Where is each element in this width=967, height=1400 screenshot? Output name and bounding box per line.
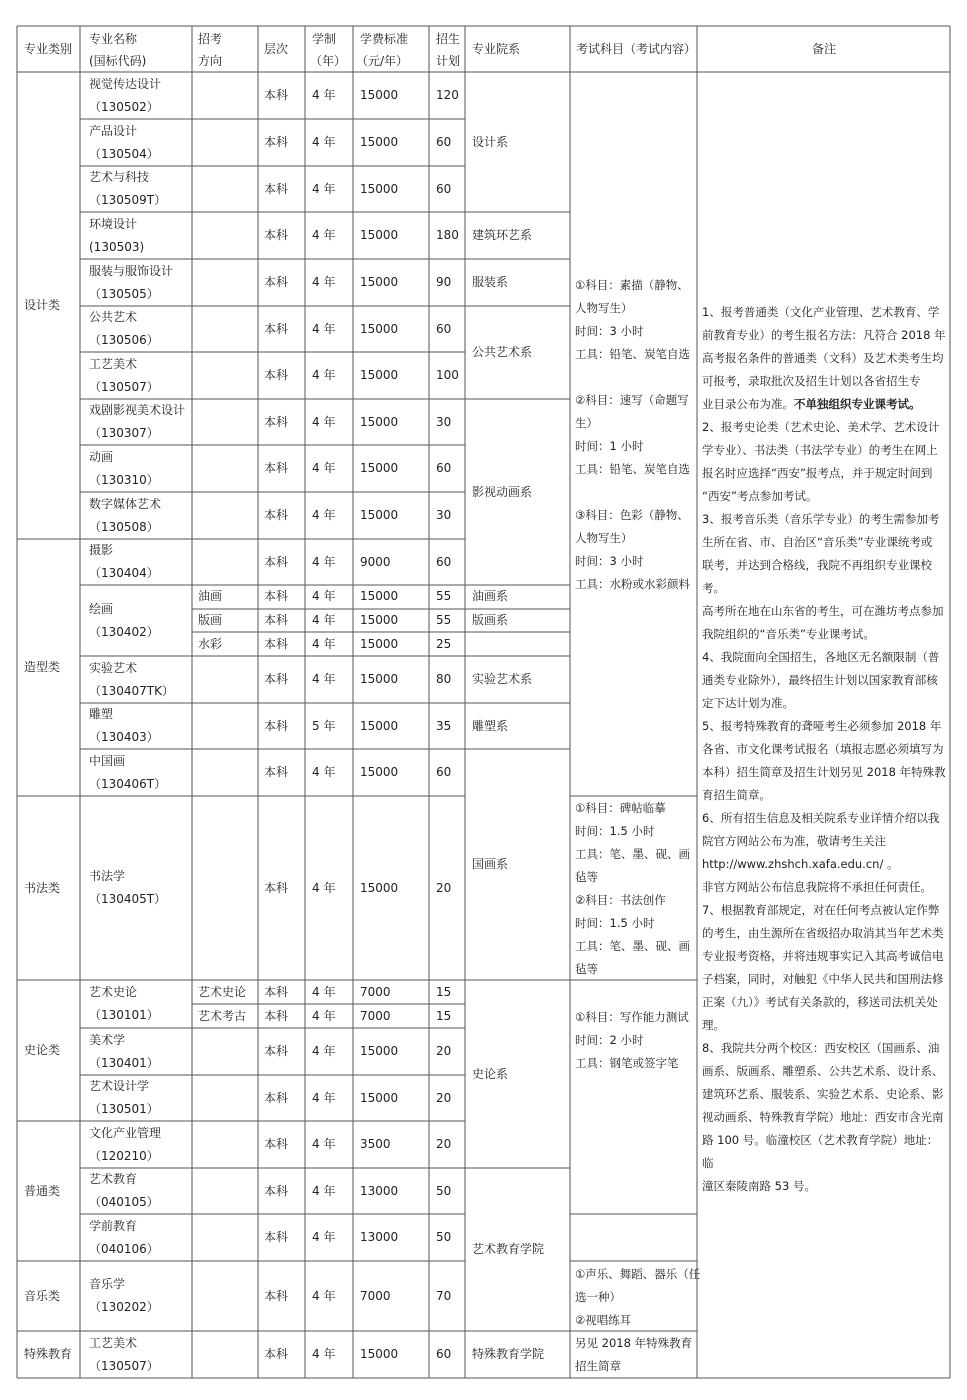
tuition: 15000 bbox=[360, 1347, 399, 1361]
major-name: 工艺美术 bbox=[89, 356, 138, 371]
department: 实验艺术系 bbox=[472, 672, 533, 686]
tuition: 15000 bbox=[360, 880, 399, 895]
level: 本科 bbox=[264, 1347, 289, 1361]
major-code: （040106） bbox=[89, 1241, 159, 1256]
level: 本科 bbox=[264, 1137, 289, 1151]
quota: 25 bbox=[436, 636, 452, 651]
tuition: 15000 bbox=[360, 461, 399, 475]
major-code: （130307） bbox=[89, 426, 159, 440]
major-code: （130402） bbox=[89, 624, 159, 639]
department: 史论系 bbox=[472, 1066, 509, 1081]
major-code: （040105） bbox=[89, 1195, 159, 1209]
quota: 60 bbox=[436, 1347, 452, 1361]
quota: 20 bbox=[436, 1090, 452, 1105]
header-notes: 备注 bbox=[812, 42, 837, 56]
duration: 4 年 bbox=[312, 1288, 336, 1303]
duration: 4 年 bbox=[312, 636, 336, 651]
major-code: （130502） bbox=[89, 99, 159, 114]
quota: 20 bbox=[436, 880, 452, 895]
major-code: （130202） bbox=[89, 1300, 159, 1314]
major-name: 艺术史论 bbox=[89, 985, 138, 999]
quota: 60 bbox=[436, 554, 452, 569]
duration: 4 年 bbox=[312, 181, 336, 196]
department: 设计系 bbox=[472, 134, 509, 149]
major-code: （130407TK） bbox=[89, 683, 175, 698]
major-code: （130506） bbox=[89, 333, 159, 347]
major-name: 美术学 bbox=[89, 1032, 126, 1047]
major-name: 实验艺术 bbox=[89, 660, 138, 675]
major-code: （130509T） bbox=[89, 193, 167, 207]
department: 油画系 bbox=[472, 589, 509, 604]
major-code: （130501） bbox=[89, 1102, 159, 1116]
department: 国画系 bbox=[472, 857, 509, 871]
quota: 55 bbox=[436, 589, 452, 604]
tuition: 13000 bbox=[360, 1230, 399, 1244]
tuition: 3500 bbox=[360, 1137, 391, 1151]
category: 设计类 bbox=[24, 298, 61, 312]
tuition: 15000 bbox=[360, 636, 399, 651]
quota: 80 bbox=[436, 672, 452, 686]
header-major-code: (国标代码) bbox=[89, 54, 147, 68]
category: 书法类 bbox=[24, 880, 61, 895]
major-name: 摄影 bbox=[89, 543, 114, 557]
tuition: 13000 bbox=[360, 1183, 399, 1198]
level: 本科 bbox=[264, 181, 289, 196]
quota: 20 bbox=[436, 1044, 452, 1058]
tuition: 15000 bbox=[360, 135, 399, 149]
direction: 版画 bbox=[198, 613, 223, 627]
tuition: 15000 bbox=[360, 181, 399, 196]
level: 本科 bbox=[264, 508, 289, 522]
level: 本科 bbox=[264, 718, 289, 733]
tuition: 15000 bbox=[360, 88, 399, 102]
major-name: 动画 bbox=[89, 449, 114, 464]
tuition: 15000 bbox=[360, 718, 399, 733]
level: 本科 bbox=[264, 461, 289, 475]
level: 本科 bbox=[264, 984, 289, 999]
level: 本科 bbox=[264, 414, 289, 429]
major-name: 音乐学 bbox=[89, 1277, 126, 1291]
duration: 4 年 bbox=[312, 984, 336, 999]
category: 特殊教育 bbox=[24, 1347, 73, 1361]
major-code: （130401） bbox=[89, 1055, 159, 1070]
level: 本科 bbox=[264, 554, 289, 569]
major-code: （130405T） bbox=[89, 892, 167, 906]
major-name: 艺术教育 bbox=[89, 1172, 138, 1186]
level: 本科 bbox=[264, 275, 289, 289]
department: 影视动画系 bbox=[472, 484, 533, 499]
department: 服装系 bbox=[472, 275, 509, 289]
tuition: 15000 bbox=[360, 414, 399, 429]
quota: 60 bbox=[436, 321, 452, 336]
tuition: 15000 bbox=[360, 1090, 399, 1105]
category: 史论类 bbox=[24, 1043, 61, 1057]
level: 本科 bbox=[264, 1090, 289, 1105]
major-code: （130310） bbox=[89, 472, 159, 487]
tuition: 15000 bbox=[360, 613, 399, 627]
tuition: 15000 bbox=[360, 1044, 399, 1058]
department: 特殊教育学院 bbox=[472, 1347, 545, 1361]
notes-p1-bold: 不单独组织专业课考试。 bbox=[794, 397, 921, 411]
header-quota-2: 计划 bbox=[436, 54, 461, 68]
level: 本科 bbox=[264, 636, 289, 651]
major-name: 数字媒体艺术 bbox=[89, 496, 162, 511]
quota: 60 bbox=[436, 461, 452, 475]
major-name: 艺术设计学 bbox=[89, 1079, 150, 1093]
duration: 4 年 bbox=[312, 554, 336, 569]
duration: 4 年 bbox=[312, 1044, 336, 1058]
quota: 60 bbox=[436, 181, 452, 196]
header-tuition: 学费标准 bbox=[360, 32, 409, 46]
direction: 油画 bbox=[198, 589, 223, 604]
quota: 15 bbox=[436, 984, 452, 999]
quota: 100 bbox=[436, 368, 459, 382]
header-direction: 招考 bbox=[198, 32, 223, 46]
duration: 4 年 bbox=[312, 672, 336, 686]
tuition: 15000 bbox=[360, 228, 399, 242]
header-duration-unit: （年） bbox=[310, 54, 347, 68]
duration: 4 年 bbox=[312, 1137, 336, 1151]
quota: 15 bbox=[436, 1008, 452, 1023]
major-code: （130505） bbox=[89, 286, 159, 301]
duration: 4 年 bbox=[312, 1090, 336, 1105]
exam-music: ①声乐、舞蹈、器乐（任 选一种） ②视唱练耳 bbox=[575, 1267, 701, 1327]
tuition: 15000 bbox=[360, 508, 399, 522]
department: 雕塑系 bbox=[472, 718, 509, 733]
notes-rest: 2、报考史论类（艺术史论、美术学、艺术设计 学专业）、书法类（书法学专业）的考生在网上 报名时应选择“西安”报考点，并于规定时间到 “西安”考点参加考试。 3、报考音乐类（音乐学专业）的考生需参加考 生所在省、市、自治区“音乐类”专业课统考或 联考，并达到合格线，我院不再组织专业课校考。 高考所在地在山东省的考生，可在潍坊考点参加 我院组织的“音乐类”专业课考试。 4、我院面向全国招生，各地区无名额限制（普 通类专业除外），最终招生计划以国家教育部核 定下达计划为准。 5、报考特殊教育的聋哑考生必须参加 2018 年 各省、市文化课考试报名（填报志愿必须填写为 本科）招生简章及招生计划另见 2018 年特殊教 育招生简章。 6、所有招生信息及相关院系专业详情介绍以我 院官方网站公布为准，敬请考生关注 http://www.zhshch.xafa.edu.cn/ 。 非官方网站公布信息我院将不承担任何责任。 7、根据教育部规定，对在任何考点被认定作弊 的考生，由生源所在省级招办取消其当年艺术类 专业报考资格，并将违规事实记入其高考诚信电 子档案，同时，对触犯《中华人民共和国刑法修 正案（九）》考试有关条款的，移送司法机关处 理。 8、我院共分两个校区：西安校区（国画系、油 画系、版画系、雕塑系、公共艺术系、设计系、 建筑环艺系、服装系、实验艺术系、史论系、影 视动画系、特殊教育学院）地址：西安市含光南 路 100 号。临潼校区（艺术教育学院）地址：临 潼区秦陵南路 53 号。 bbox=[702, 420, 946, 1193]
major-code: （130507） bbox=[89, 379, 159, 394]
department: 建筑环艺系 bbox=[472, 228, 533, 242]
major-name: 雕塑 bbox=[89, 707, 114, 721]
exam-special: 另见 2018 年特殊教育 招生简章 bbox=[575, 1336, 693, 1373]
major-name: 中国画 bbox=[89, 753, 126, 768]
level: 本科 bbox=[264, 1008, 289, 1023]
major-code: (130503) bbox=[89, 239, 145, 254]
major-name: 工艺美术 bbox=[89, 1335, 138, 1350]
level: 本科 bbox=[264, 613, 289, 627]
level: 本科 bbox=[264, 880, 289, 895]
major-name: 视觉传达设计 bbox=[89, 76, 162, 91]
tuition: 7000 bbox=[360, 984, 391, 999]
major-name: 公共艺术 bbox=[89, 310, 138, 324]
major-code: （130404） bbox=[89, 566, 159, 580]
header-dept: 专业院系 bbox=[472, 42, 521, 56]
level: 本科 bbox=[264, 589, 289, 604]
duration: 5 年 bbox=[312, 718, 336, 733]
major-code: （130508） bbox=[89, 519, 159, 534]
direction: 水彩 bbox=[198, 636, 223, 651]
major-code: （130504） bbox=[89, 146, 159, 161]
duration: 4 年 bbox=[312, 275, 336, 289]
major-name: 戏剧影视美术设计 bbox=[89, 403, 186, 417]
duration: 4 年 bbox=[312, 589, 336, 604]
major-name: 环境设计 bbox=[89, 216, 138, 231]
major-code: （130507） bbox=[89, 1358, 159, 1373]
quota: 60 bbox=[436, 765, 452, 779]
header-major: 专业名称 bbox=[89, 32, 138, 46]
duration: 4 年 bbox=[312, 135, 336, 149]
major-name: 艺术与科技 bbox=[89, 170, 150, 184]
tuition: 7000 bbox=[360, 1288, 391, 1303]
tuition: 9000 bbox=[360, 554, 391, 569]
level: 本科 bbox=[264, 765, 289, 779]
direction: 艺术史论 bbox=[198, 984, 247, 999]
notes-p1: 1、报考普通类（文化产业管理、艺术教育、学 前教育专业）的考生报名方法：凡符合 2018 年 高考报名条件的普通类（文科）及艺术类考生均 可报考，录取批次及招生计划以各省招生专 业目录公布为准。 bbox=[702, 305, 946, 411]
header-quota: 招生 bbox=[436, 32, 461, 46]
quota: 70 bbox=[436, 1288, 452, 1303]
duration: 4 年 bbox=[312, 1230, 336, 1244]
major-name: 绘画 bbox=[89, 601, 114, 616]
tuition: 7000 bbox=[360, 1008, 391, 1023]
header-tuition-unit: （元/年） bbox=[356, 54, 409, 68]
major-name: 产品设计 bbox=[89, 123, 138, 138]
quota: 20 bbox=[436, 1137, 452, 1151]
duration: 4 年 bbox=[312, 1183, 336, 1198]
duration: 4 年 bbox=[312, 613, 336, 627]
major-name: 文化产业管理 bbox=[89, 1125, 162, 1140]
major-code: （130101） bbox=[89, 1008, 159, 1022]
duration: 4 年 bbox=[312, 1347, 336, 1361]
major-name: 服装与服饰设计 bbox=[89, 263, 174, 278]
level: 本科 bbox=[264, 1288, 289, 1303]
major-code: （130406T） bbox=[89, 776, 167, 791]
major-code: （120210） bbox=[89, 1148, 159, 1163]
duration: 4 年 bbox=[312, 321, 336, 336]
duration: 4 年 bbox=[312, 88, 336, 102]
major-code: （130403） bbox=[89, 730, 159, 744]
level: 本科 bbox=[264, 1183, 289, 1198]
quota: 50 bbox=[436, 1230, 452, 1244]
duration: 4 年 bbox=[312, 228, 336, 242]
header-level: 层次 bbox=[264, 42, 289, 56]
major-name: 学前教育 bbox=[89, 1218, 138, 1233]
duration: 4 年 bbox=[312, 461, 336, 475]
direction: 艺术考古 bbox=[198, 1008, 247, 1023]
level: 本科 bbox=[264, 672, 289, 686]
category: 普通类 bbox=[24, 1183, 61, 1198]
department: 公共艺术系 bbox=[472, 345, 533, 359]
quota: 30 bbox=[436, 414, 452, 429]
header-duration: 学制 bbox=[312, 32, 337, 46]
quota: 35 bbox=[436, 718, 452, 733]
department: 版画系 bbox=[472, 613, 509, 627]
category: 造型类 bbox=[24, 660, 61, 674]
exam-history: ①科目：写作能力测试 时间：2 小时 工具：钢笔或签字笔 bbox=[575, 1010, 689, 1070]
duration: 4 年 bbox=[312, 508, 336, 522]
level: 本科 bbox=[264, 135, 289, 149]
level: 本科 bbox=[264, 1044, 289, 1058]
level: 本科 bbox=[264, 321, 289, 336]
duration: 4 年 bbox=[312, 414, 336, 429]
level: 本科 bbox=[264, 368, 289, 382]
quota: 50 bbox=[436, 1183, 452, 1198]
tuition: 15000 bbox=[360, 275, 399, 289]
tuition: 15000 bbox=[360, 672, 399, 686]
duration: 4 年 bbox=[312, 765, 336, 779]
level: 本科 bbox=[264, 228, 289, 242]
department: 艺术教育学院 bbox=[472, 1242, 545, 1256]
duration: 4 年 bbox=[312, 1008, 336, 1023]
tuition: 15000 bbox=[360, 368, 399, 382]
quota: 60 bbox=[436, 135, 452, 149]
duration: 4 年 bbox=[312, 880, 336, 895]
quota: 90 bbox=[436, 275, 452, 289]
quota: 120 bbox=[436, 88, 459, 102]
quota: 180 bbox=[436, 228, 459, 242]
header-direction-2: 方向 bbox=[198, 54, 223, 68]
notes-block bbox=[702, 301, 948, 1198]
level: 本科 bbox=[264, 1230, 289, 1244]
quota: 30 bbox=[436, 508, 452, 522]
duration: 4 年 bbox=[312, 368, 336, 382]
tuition: 15000 bbox=[360, 765, 399, 779]
category: 音乐类 bbox=[24, 1288, 61, 1303]
level: 本科 bbox=[264, 88, 289, 102]
exam-calligraphy: ①科目：碑帖临摹 时间：1.5 小时 工具：笔、墨、砚、画 毡等 ②科目：书法创作 时间：1.5 小时 工具：笔、墨、砚、画 毡等 bbox=[575, 801, 690, 976]
header-exam: 考试科目（考试内容） bbox=[576, 42, 697, 56]
tuition: 15000 bbox=[360, 589, 399, 604]
exam-art: ①科目：素描（静物、 人物写生） 时间：3 小时 工具：铅笔、炭笔自选 ②科目：速写（命题写 生） 时间：1 小时 工具：铅笔、炭笔自选 ③科目：色彩（静物、 人物写生） 时间：3 小时 工具：水粉或水彩颜料 bbox=[575, 278, 690, 591]
major-name: 书法学 bbox=[89, 869, 126, 883]
header-category: 专业类别 bbox=[24, 42, 73, 56]
tuition: 15000 bbox=[360, 321, 399, 336]
quota: 55 bbox=[436, 613, 452, 627]
